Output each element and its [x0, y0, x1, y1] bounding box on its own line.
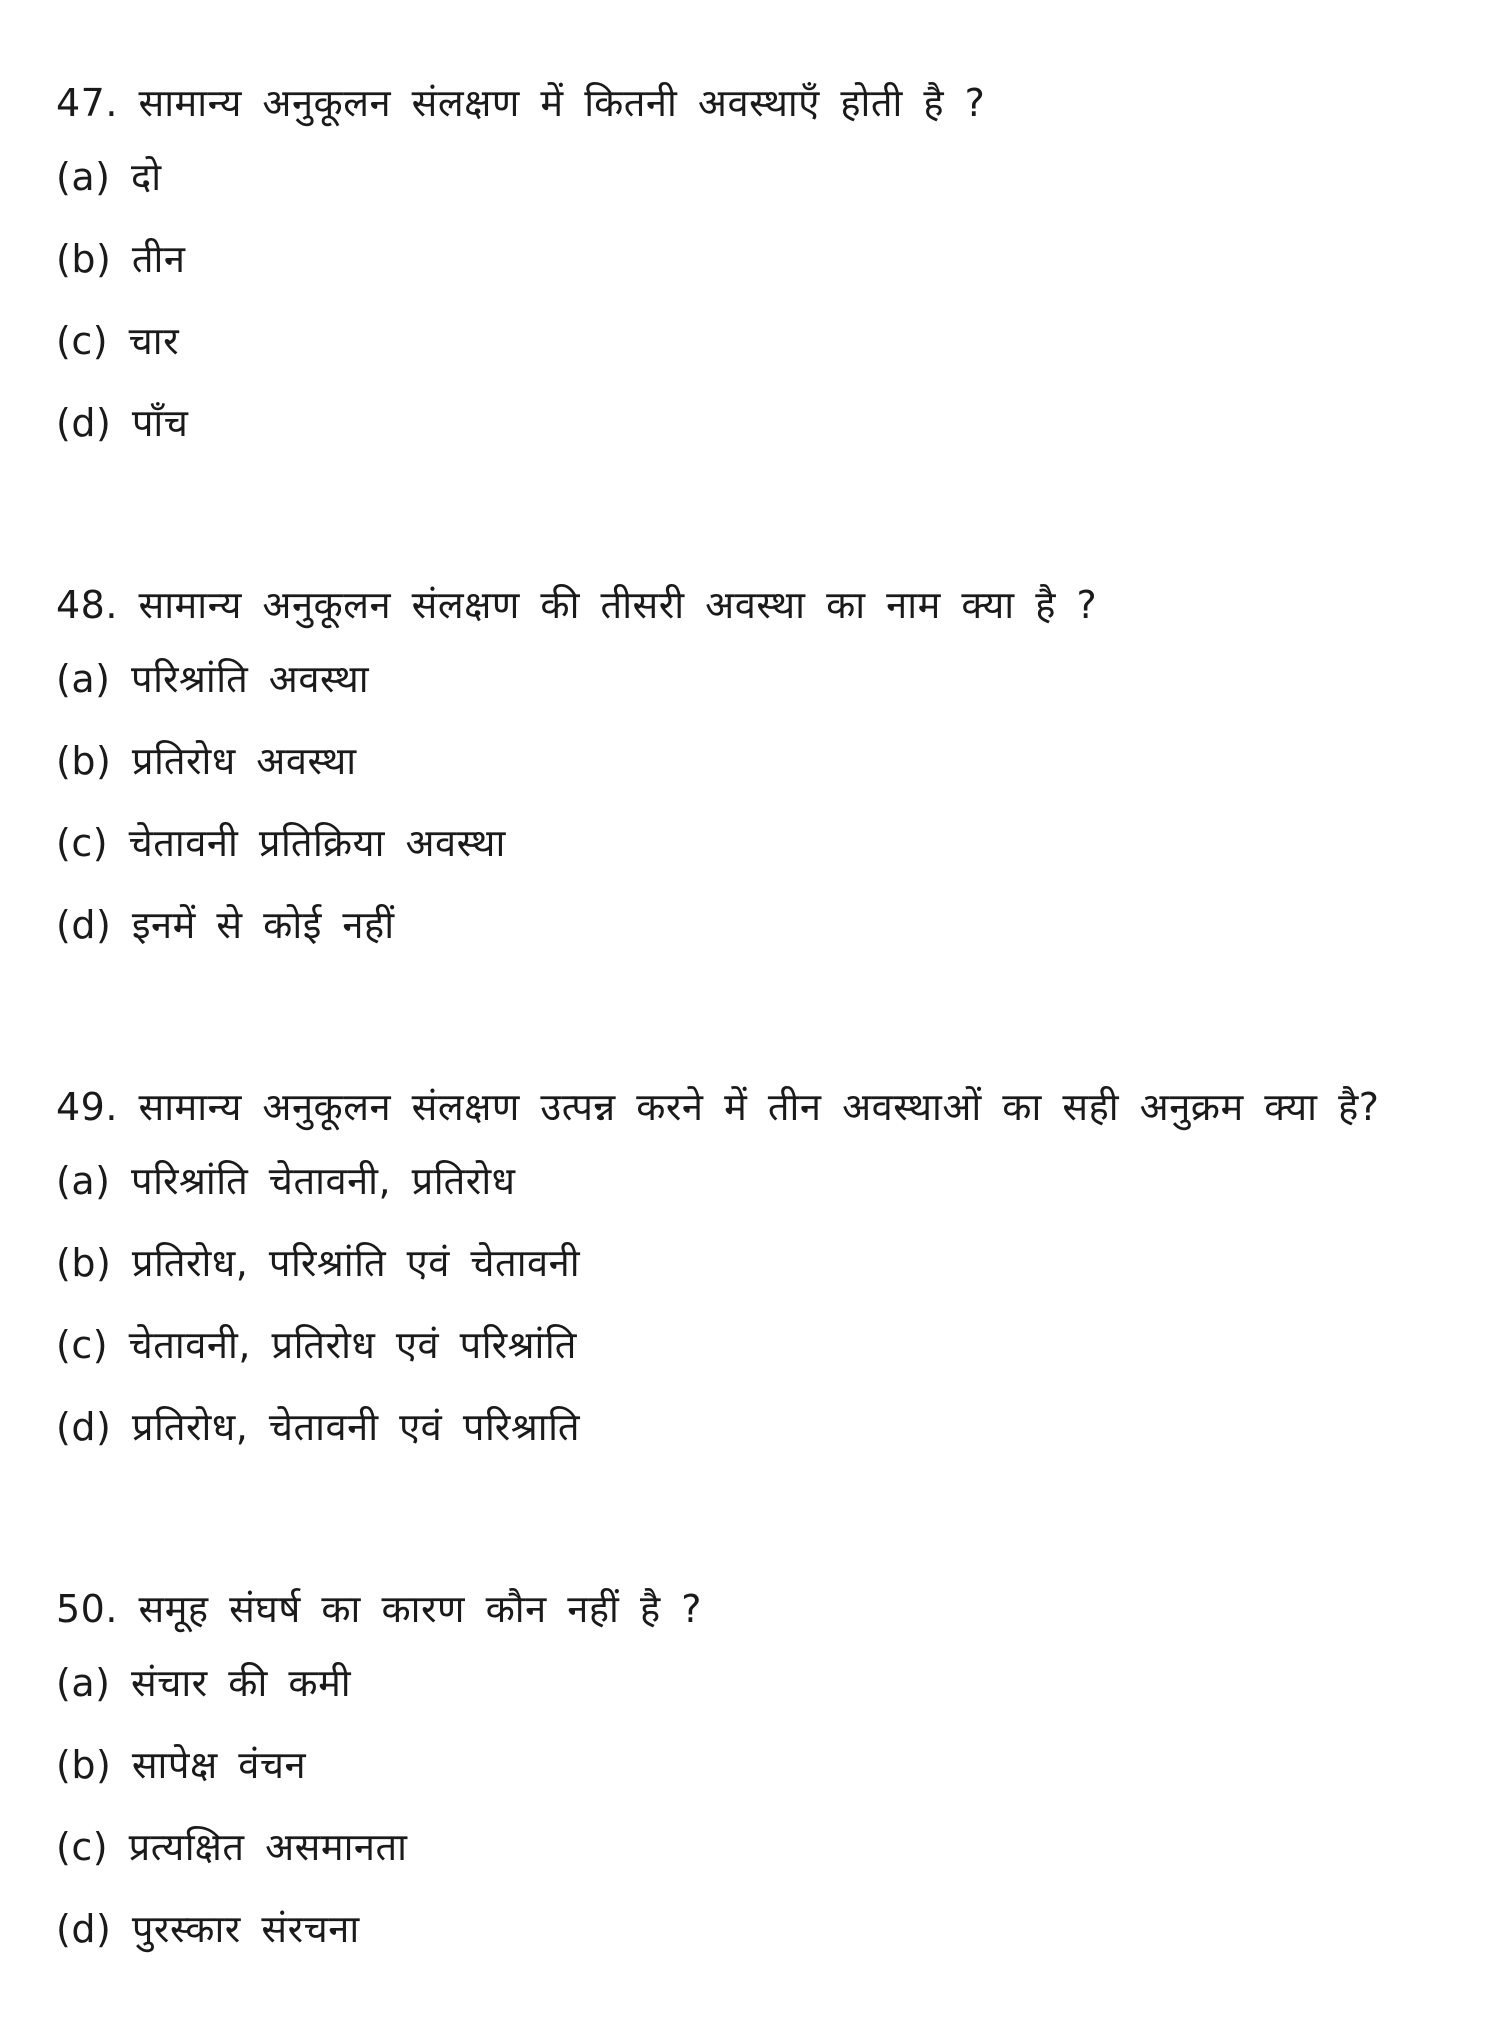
option-c: (c) चेतावनी, प्रतिरोध एवं परिश्रांति	[56, 1323, 577, 1367]
option-a: (a) दो	[56, 155, 162, 199]
question-47	[56, 70, 1456, 464]
question-50	[56, 1576, 1456, 1970]
question-text: 47. सामान्य अनुकूलन संलक्षण में कितनी अवस्थाएँ होती है ?	[56, 81, 986, 125]
question-text: 50. समूह संघर्ष का कारण कौन नहीं है ?	[56, 1587, 702, 1631]
option-c: (c) चेतावनी प्रतिक्रिया अवस्था	[56, 821, 506, 865]
question-spacer	[56, 1468, 1456, 1576]
question-text: 48. सामान्य अनुकूलन संलक्षण की तीसरी अवस्था का नाम क्या है ?	[56, 583, 1098, 627]
question-page	[56, 70, 1456, 1970]
option-b: (b) तीन	[56, 237, 186, 281]
question-48	[56, 572, 1456, 966]
option-d: (d) प्रतिरोध, चेतावनी एवं परिश्राति	[56, 1405, 581, 1449]
question-spacer	[56, 464, 1456, 572]
option-d: (d) इनमें से कोई नहीं	[56, 903, 395, 947]
option-a: (a) संचार की कमी	[56, 1661, 352, 1705]
question-spacer	[56, 966, 1456, 1074]
question-49	[56, 1074, 1456, 1468]
option-a: (a) परिश्रांति अवस्था	[56, 657, 370, 701]
option-b: (b) प्रतिरोध, परिश्रांति एवं चेतावनी	[56, 1241, 581, 1285]
option-b: (b) प्रतिरोध अवस्था	[56, 739, 357, 783]
option-c: (c) चार	[56, 319, 180, 363]
option-a: (a) परिश्रांति चेतावनी, प्रतिरोध	[56, 1159, 516, 1203]
option-b: (b) सापेक्ष वंचन	[56, 1743, 307, 1787]
option-d: (d) पाँच	[56, 401, 189, 445]
option-d: (d) पुरस्कार संरचना	[56, 1907, 360, 1951]
option-c: (c) प्रत्यक्षित असमानता	[56, 1825, 408, 1869]
question-text: 49. सामान्य अनुकूलन संलक्षण उत्पन्न करने में तीन अवस्थाओं का सही अनुक्रम क्या है?	[56, 1085, 1380, 1129]
